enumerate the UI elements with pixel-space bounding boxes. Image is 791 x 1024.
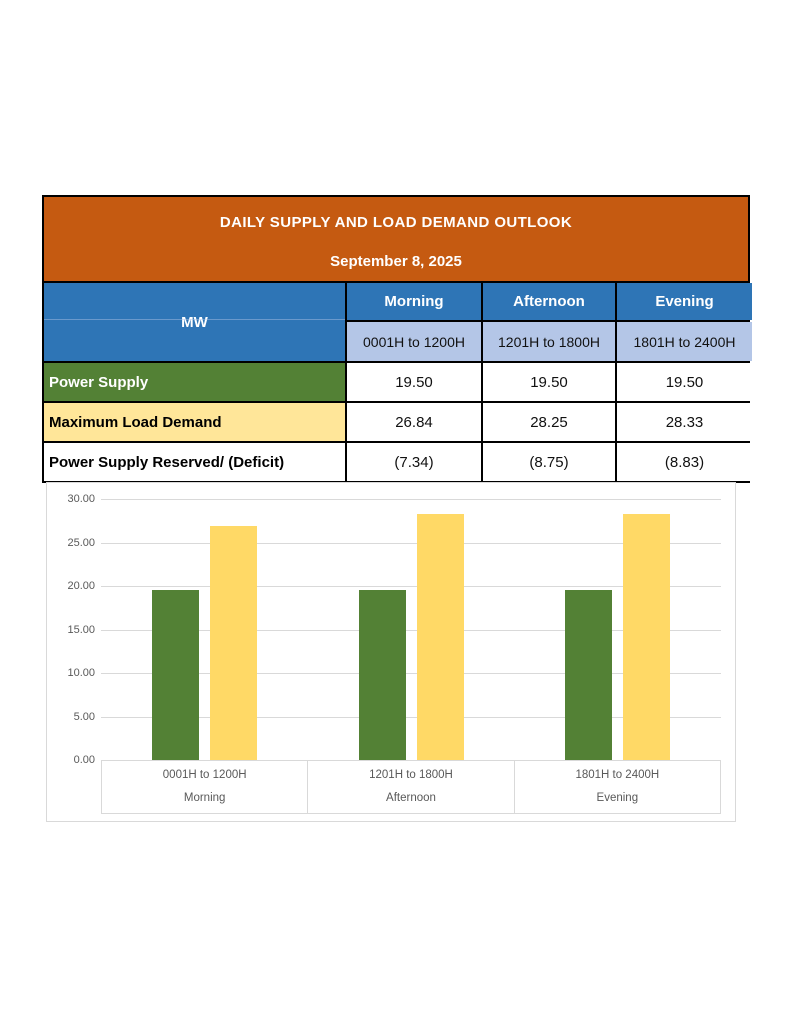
bar-maximum-load-demand [210,526,257,760]
value-cell: (8.83) [617,443,752,481]
y-axis-tick-label: 10.00 [67,667,95,679]
y-axis-tick-label: 5.00 [73,710,95,723]
y-axis-tick-label: 20.00 [67,580,95,592]
range-cell-morning: 0001H to 1200H [347,322,481,361]
bar-power-supply [152,590,199,760]
row-label-max-load-demand: Maximum Load Demand [44,403,345,441]
row-label-reserved-deficit: Power Supply Reserved/ (Deficit) [44,443,345,481]
outlook-report-table [42,195,750,483]
value-cell: 28.33 [617,403,752,441]
report-header-band [44,197,748,283]
y-axis-tick-label: 15.00 [67,623,95,636]
category-time-label: 0001H to 1200H [162,769,247,781]
category-period-label: Morning [183,792,226,804]
category-period-label: Evening [596,792,639,804]
bar-power-supply [565,590,612,760]
category-time-label: 1201H to 1800H [369,769,453,781]
value-cell: 19.50 [483,363,615,401]
range-cell-evening: 1801H to 2400H [617,322,752,361]
category-cell [308,761,514,813]
category-period-label: Afternoon [386,792,436,804]
y-axis-tick-label: 30.00 [67,493,95,505]
value-cell: 28.25 [483,403,615,441]
y-axis-tick-label: 0.00 [73,754,95,766]
row-label-power-supply: Power Supply [44,363,345,401]
category-time-label: 1801H to 2400H [575,769,660,781]
column-header-morning: Morning [347,283,481,320]
unit-header-cell: MW [44,283,345,361]
column-header-evening: Evening [617,283,752,320]
report-date: September 8, 2025 [330,253,462,270]
report-title: DAILY SUPPLY AND LOAD DEMAND OUTLOOK [219,214,573,231]
category-cell [102,761,308,813]
value-cell: 19.50 [617,363,752,401]
value-cell: 26.84 [347,403,481,441]
column-header-afternoon: Afternoon [483,283,615,320]
value-cell: (7.34) [347,443,481,481]
report-grid [44,283,748,481]
y-axis-tick-label: 25.00 [67,536,95,549]
category-cell [515,761,720,813]
value-cell: 19.50 [347,363,481,401]
supply-demand-bar-chart [46,482,736,822]
category-axis [101,760,721,814]
range-cell-afternoon: 1201H to 1800H [483,322,615,361]
bar-maximum-load-demand [623,514,670,760]
gridline [101,499,721,500]
bar-power-supply [359,590,406,760]
value-cell: (8.75) [483,443,615,481]
bar-maximum-load-demand [417,514,464,760]
